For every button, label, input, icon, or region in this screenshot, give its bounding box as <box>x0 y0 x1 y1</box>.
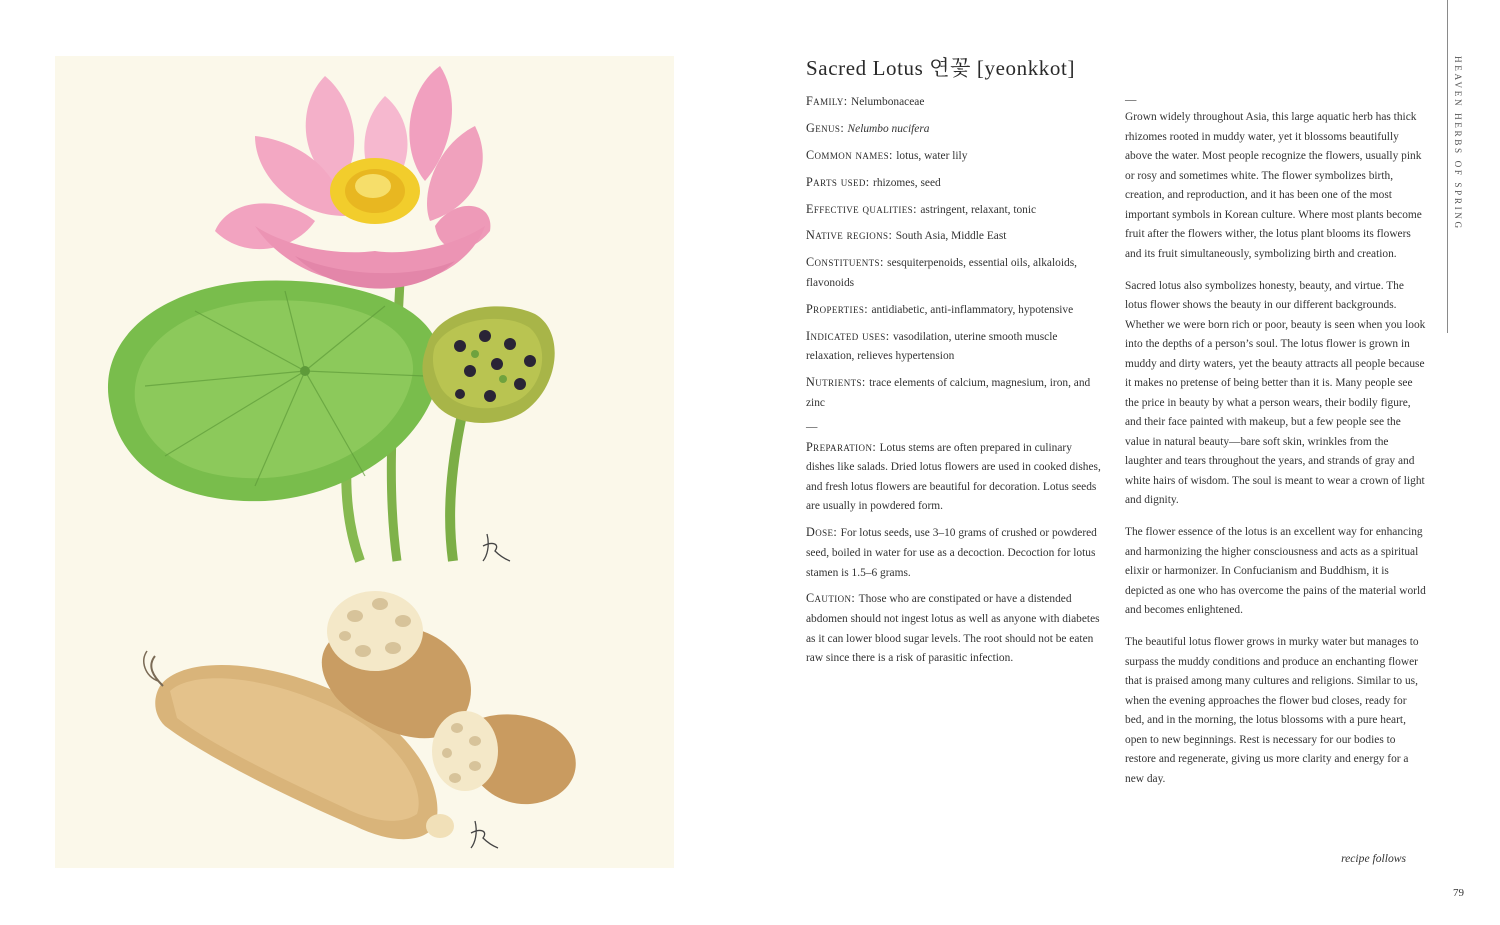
herb-field-value: astringent, relaxant, tonic <box>920 203 1037 216</box>
page-number: 79 <box>1453 887 1464 899</box>
herb-field-label: Genus : <box>806 121 848 135</box>
body-paragraph: Sacred lotus also symbolizes honesty, beauty, and virtue. The lotus flower shows the beauty in our different backgrounds. Whether we were born rich or poor, beauty is seen when you look into the depths of a person’s soul. The lotus flower is grown in muddy and dirty waters, yet the beauty attracts all people because it makes no pretense of being better than it is. Many people see the price in beauty by what a person wears, their bodily figure, and their face painted with makeup, but a few people see the value in natural beauty—bare soft skin, wrinkles from the laughter and tears throughout the years, and strands of gray and white hairs of wisdom. The soul is meant to wear a crown of light and dignity. <box>1125 279 1426 506</box>
herb-field <box>806 327 1102 367</box>
botanical-illustration <box>55 56 674 868</box>
herb-field-value: South Asia, Middle East <box>895 230 1007 243</box>
herb-field-value: antidiabetic, anti-inflammatory, hypotensive <box>871 303 1074 316</box>
herb-note-label: Preparation : <box>806 440 880 454</box>
herb-field-label: Constituents : <box>806 255 887 269</box>
body-paragraph: The flower essence of the lotus is an excellent way for enhancing and harmonizing the higher consciousness and acts as a spiritual elixir or harmonizer. In Confucianism and Buddhism, it is depicted as one who has overcome the pains of the material world and becomes enlightened. <box>1125 526 1426 616</box>
herb-note-label: Caution : <box>806 591 859 605</box>
herb-field-label: Common names : <box>806 148 896 162</box>
herb-field-value: lotus, water lily <box>896 149 968 162</box>
recipe-follows-note: recipe follows <box>1341 852 1406 865</box>
herb-field-label: Family : <box>806 94 851 108</box>
herb-note-text: Those who are constipated or have a distended abdomen should not ingest lotus as well as anyone with diabetes as it can lower blood sugar levels. The root should not be eaten raw since there is a risk of parasitic infection. <box>806 593 1100 665</box>
herb-field <box>806 119 1102 140</box>
lotus-illustration-art <box>55 56 674 868</box>
section-dash: — <box>806 420 818 433</box>
herb-field-value: Nelumbo nucifera <box>847 122 930 135</box>
herb-note <box>806 523 1102 583</box>
running-head: HEAVEN HERBS OF SPRING <box>1453 56 1463 231</box>
herb-note <box>806 438 1102 517</box>
herb-field-value: Nelumbonaceae <box>851 96 925 108</box>
description-column <box>1125 92 1427 802</box>
running-head-rule <box>1447 0 1448 333</box>
herb-note-text: For lotus seeds, use 3–10 grams of crushed or powdered seed, boiled in water for use as a decoction. Decoction for lotus stamen is 1.5–6 grams. <box>806 527 1097 579</box>
herb-note-label: Dose : <box>806 525 841 539</box>
artist-signature <box>483 534 510 561</box>
lotus-seedpod <box>422 306 554 423</box>
lotus-root <box>144 591 576 839</box>
lotus-flower <box>215 66 490 289</box>
herb-field <box>806 173 1102 194</box>
herb-field-value: vasodilation, uterine smooth muscle relaxation, relieves hypertension <box>806 330 1058 363</box>
section-dash-right: — <box>1125 94 1137 106</box>
herb-field-value: trace elements of calcium, magnesium, iron, and zinc <box>806 377 1091 409</box>
herb-profile-column <box>806 92 1102 675</box>
seedpod-stem <box>450 401 465 561</box>
description-paragraphs <box>1125 108 1427 789</box>
herb-notes-list <box>806 438 1102 669</box>
herb-field-label: Properties : <box>806 302 871 316</box>
herb-field-value: rhizomes, seed <box>873 176 941 189</box>
herb-field <box>806 200 1102 221</box>
herb-fields-list <box>806 92 1102 413</box>
herb-field <box>806 373 1102 413</box>
body-paragraph: Grown widely throughout Asia, this large aquatic herb has thick rhizomes rooted in muddy water, yet it blossoms beautifully above the water. Most people recognize the flowers, usually pink or rosy and sometimes white. The flower symbolizes birth, creation, and reproduction, and it has been one of the most important symbols in Korean culture. Where most plants become fruit after the flowers wither, the lotus plant blooms its flowers and its fruit simultaneously, symbolizing birth and creation. <box>1125 111 1422 260</box>
herb-field-label: Indicated uses : <box>806 329 893 343</box>
herb-field-label: Nutrients : <box>806 375 869 389</box>
herb-field <box>806 226 1102 247</box>
herb-field <box>806 253 1102 293</box>
herb-field-label: Native regions : <box>806 228 896 242</box>
herb-field-label: Effective qualities : <box>806 202 920 216</box>
body-paragraph: The beautiful lotus flower grows in murky water but manages to surpass the muddy conditions and produce an enchanting flower that is praised among many cultures and religions. Similar to us, when the evening approaches the flower bud closes, ready for bed, and in the morning, the lotus blossoms with a pure heart, open to new beginnings. Rest is necessary for our bodies to restore and regenerate, giving us more clarity and energy for a new day. <box>1125 636 1419 785</box>
herb-field-label: Parts used : <box>806 175 873 189</box>
artist-signature-2 <box>471 821 498 848</box>
herb-note <box>806 589 1102 668</box>
herb-note-text: Lotus stems are often prepared in culinary dishes like salads. Dried lotus flowers are used in cooked dishes, and fresh lotus flowers are beautiful for decoration. Lotus seeds are usually in powdered form. <box>806 441 1101 513</box>
herb-field <box>806 92 1102 113</box>
page-title: Sacred Lotus 연꽃 [yeonkkot] <box>806 56 1076 80</box>
herb-field-value: sesquiterpenoids, essential oils, alkaloids, flavonoids <box>806 257 1077 289</box>
herb-field <box>806 300 1102 321</box>
herb-field <box>806 146 1102 167</box>
